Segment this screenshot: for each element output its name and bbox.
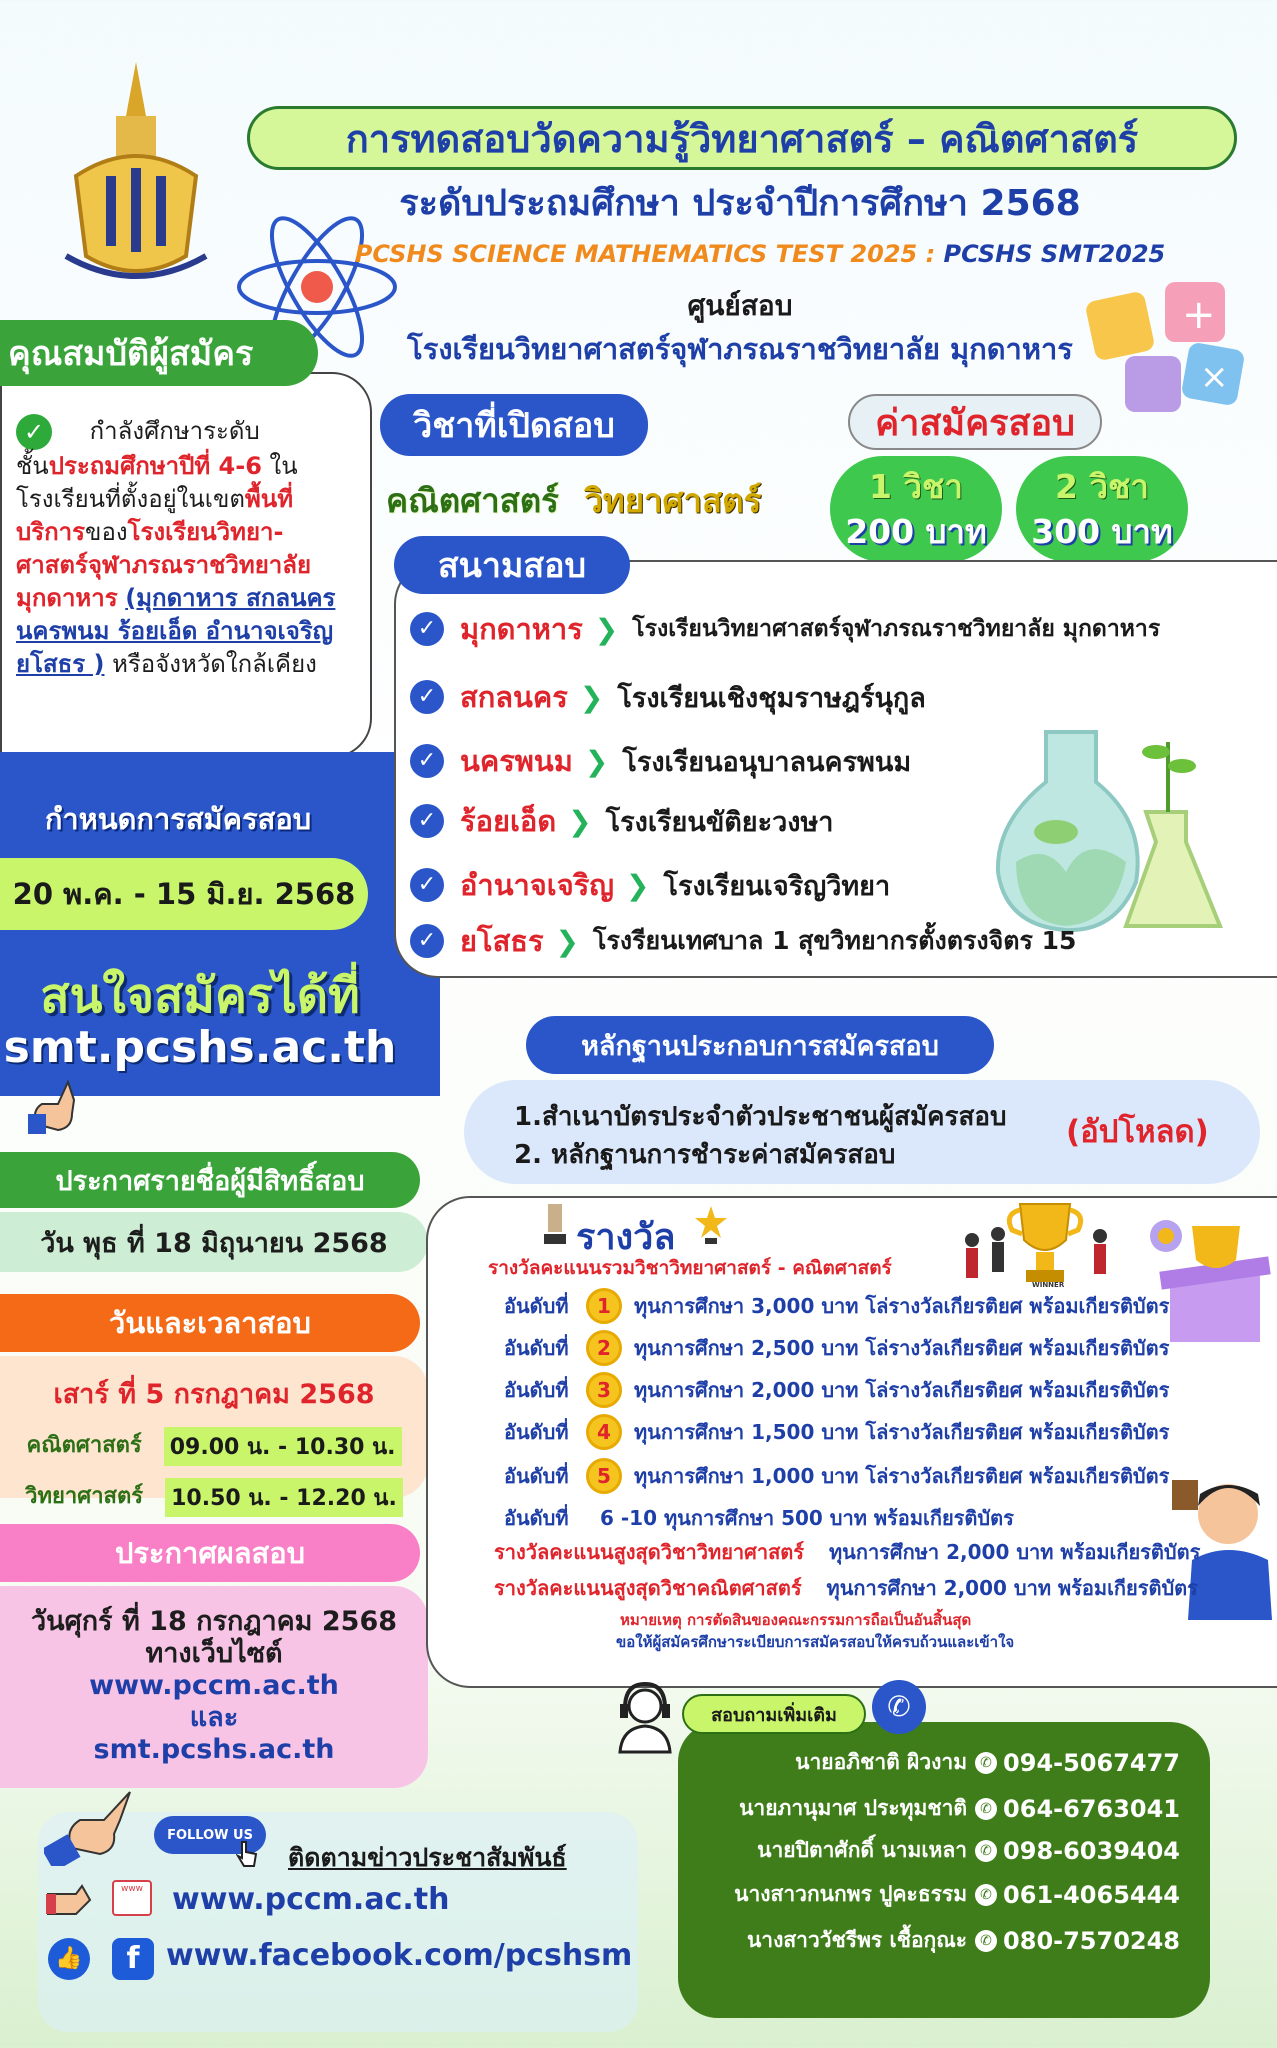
exam-heading: วันและเวลาสอบ (0, 1294, 420, 1352)
title-banner (247, 106, 1237, 170)
rank-prize: ทุนการศึกษา 2,500 บาท โล่รางวัลเกียรติยศ พร้อมเกียรติบัตร (634, 1336, 1170, 1360)
qualification-text: ชั้น (16, 452, 49, 480)
rank-row (504, 1372, 1169, 1408)
result-date: วันศุกร์ ที่ 18 กรกฎาคม 2568 (30, 1606, 398, 1637)
medal-icon: 3 (586, 1372, 622, 1408)
venue-row (410, 674, 926, 720)
fee-badge (1016, 456, 1188, 562)
special-award-label: รางวัลคะแนนสูงสุดวิชาคณิตศาสตร์ (494, 1576, 802, 1600)
contact-phone[interactable]: 061-4065444 (1003, 1880, 1180, 1909)
pointing-hand-icon (44, 1790, 134, 1866)
winner-tag: WINNER (1032, 1281, 1065, 1289)
arrow-icon: ❯ (555, 924, 580, 958)
document-item: 1.สำเนาบัตรประจำตัวประชาชนผู้สมัครสอบ (514, 1102, 1007, 1132)
rank-label: อันดับที่ (504, 1506, 569, 1530)
special-award-row (494, 1536, 1200, 1568)
check-icon: ✓ (410, 612, 444, 646)
check-icon: ✓ (410, 868, 444, 902)
qualification-provinces: (มุกดาหาร สกลนคร (125, 584, 336, 612)
arrow-icon: ❯ (568, 804, 592, 838)
venue-school: โรงเรียนเจริญวิทยา (663, 870, 891, 902)
venue-province: มุกดาหาร (460, 612, 583, 646)
phone-icon: ✆ (975, 1752, 997, 1774)
result-heading: ประกาศผลสอบ (0, 1524, 420, 1582)
subject-science: วิทยาศาสตร์ (584, 481, 762, 520)
rank-prize: ทุนการศึกษา 1,000 บาท โล่รางวัลเกียรติยศ พร้อมเกียรติบัตร (634, 1464, 1170, 1488)
announce-heading: ประกาศรายชื่อผู้มีสิทธิ์สอบ (0, 1152, 420, 1208)
arrow-icon: ❯ (594, 612, 619, 646)
rank-row (504, 1414, 1169, 1450)
website-link[interactable]: www.pccm.ac.th (172, 1882, 450, 1917)
arrow-icon: ❯ (584, 744, 609, 778)
qualification-highlight: พื้นที่ (244, 485, 294, 513)
medal-icon: 4 (586, 1414, 622, 1450)
rank-row (504, 1502, 1014, 1534)
contact-name: นายภานุมาศ ประทุมชาติ (739, 1796, 968, 1820)
fee-price: 300 บาท (1031, 512, 1173, 551)
qualification-text: ของ (85, 518, 128, 546)
rank-label: อันดับที่ (504, 1378, 569, 1402)
venue-row (410, 738, 911, 784)
cursor-icon (236, 1840, 258, 1868)
qualification-heading: คุณสมบัติผู้สมัคร (0, 320, 318, 386)
subject-math: คณิตศาสตร์ (386, 481, 559, 520)
subjects-heading: วิชาที่เปิดสอบ (380, 394, 648, 456)
venue-row (410, 862, 890, 908)
announce-date: วัน พุธ ที่ 18 มิถุนายน 2568 (0, 1212, 428, 1272)
phone-icon: ✆ (975, 1884, 997, 1906)
venue-school: โรงเรียนเชิงชุมราษฎร์นุกูล (617, 682, 926, 714)
special-award-prize: ทุนการศึกษา 2,000 บาท พร้อมเกียรติบัตร (828, 1540, 1201, 1564)
exam-center-label: ศูนย์สอบ (687, 289, 793, 322)
awards-note: ขอให้ผู้สมัครศึกษาระเบียบการสมัครสอบให้ครบถ้วนและเข้าใจ (616, 1633, 1015, 1651)
venue-province: ร้อยเอ็ด (460, 804, 557, 838)
qualification-text: หรือจังหวัดใกล้เคียง (104, 650, 317, 678)
exam-box (0, 1356, 428, 1511)
fee-heading: ค่าสมัครสอบ (848, 394, 1102, 450)
documents-heading: หลักฐานประกอบการสมัครสอบ (526, 1016, 994, 1074)
result-and: และ (189, 1702, 239, 1733)
awards-note: หมายเหตุ การตัดสินของคณะกรรมการถือเป็นอันสิ้นสุด (620, 1611, 972, 1629)
trophy-icon (540, 1204, 570, 1246)
rank-label: อันดับที่ (504, 1464, 569, 1488)
qualification-highlight: ประถมศึกษาปีที่ 4-6 (48, 452, 262, 480)
qualification-highlight: โรงเรียนวิทยา- (127, 518, 284, 546)
venue-province: นครพนม (460, 744, 573, 778)
rank-label: อันดับที่ (504, 1294, 569, 1318)
rank-row (504, 1288, 1169, 1324)
contact-row (700, 1878, 1180, 1911)
follow-us-button[interactable]: FOLLOW US (154, 1816, 266, 1854)
medal-icon: 1 (586, 1288, 622, 1324)
result-via: ทางเว็บไซต์ (145, 1638, 283, 1669)
special-award-prize: ทุนการศึกษา 2,000 บาท พร้อมเกียรติบัตร (826, 1576, 1198, 1600)
venue-province: สกลนคร (460, 680, 568, 714)
exam-subject: คณิตศาสตร์ (26, 1433, 142, 1458)
medal-icon: 2 (586, 1330, 622, 1366)
contact-phone[interactable]: 080-7570248 (1003, 1926, 1180, 1955)
pointing-hand-icon (28, 1080, 84, 1134)
arrow-icon: ❯ (626, 868, 650, 902)
registration-date: 20 พ.ค. - 15 มิ.ย. 2568 (0, 858, 368, 930)
contact-row (700, 1792, 1180, 1825)
venue-province: อำนาจเจริญ (460, 868, 614, 902)
rank-prize: ทุนการศึกษา 3,000 บาท โล่รางวัลเกียรติยศ พร้อมเกียรติบัตร (634, 1294, 1170, 1318)
result-url-2[interactable]: smt.pcshs.ac.th (93, 1734, 335, 1765)
special-award-row (494, 1572, 1198, 1604)
medal-icon: 5 (586, 1458, 622, 1494)
venue-row (410, 918, 1076, 964)
rank-prize: ทุนการศึกษา 2,000 บาท โล่รางวัลเกียรติยศ พร้อมเกียรติบัตร (634, 1378, 1170, 1402)
registration-heading: กำหนดการสมัครสอบ (44, 802, 312, 836)
contact-row (700, 1746, 1180, 1779)
flask-illustration (986, 712, 1226, 936)
qualification-provinces: ยโสธร ) (16, 650, 105, 678)
web-icon-label: www (120, 1884, 144, 1894)
qualification-text: กำลังศึกษาระดับ (89, 417, 260, 445)
exam-row (0, 1478, 428, 1517)
venue-row (410, 606, 1160, 652)
contact-heading: สอบถามเพิ่มเติม (682, 1694, 866, 1734)
venue-row (410, 798, 833, 844)
fee-badge (830, 456, 1002, 562)
check-icon: ✓ (410, 744, 444, 778)
arrow-icon: ❯ (579, 680, 604, 714)
result-url-1[interactable]: www.pccm.ac.th (89, 1670, 339, 1701)
exam-time: 09.00 น. - 10.30 น. (164, 1427, 402, 1466)
exam-center-name: โรงเรียนวิทยาศาสตร์จุฬาภรณราชวิทยาลัย มุกดาหาร (407, 332, 1073, 366)
school-logo (46, 56, 226, 292)
subjects-list (386, 474, 761, 527)
phone-icon[interactable]: ✆ (872, 1680, 926, 1734)
qualification-highlight: มุกดาหาร (16, 584, 118, 612)
contact-name: นางสาววัชรีพร เชื้อกุณะ (746, 1928, 968, 1952)
document-item: 2. หลักฐานการชำระค่าสมัครสอบ (514, 1140, 896, 1170)
fee-label: 1 วิชา (869, 467, 963, 506)
apply-url[interactable]: smt.pcshs.ac.th (3, 1022, 397, 1073)
star-icon (694, 1204, 728, 1244)
exam-time: 10.50 น. - 12.20 น. (165, 1478, 403, 1517)
check-icon: ✓ (410, 924, 444, 958)
venue-province: ยโสธร (460, 924, 544, 958)
headset-icon (614, 1680, 676, 1754)
english-title-part-2: PCSHS SMT2025 (943, 240, 1166, 268)
upload-note: (อัปโหลด) (1066, 1114, 1209, 1150)
svg-text:×: × (1200, 357, 1229, 397)
click-hand-icon (46, 1880, 106, 1920)
contact-phone[interactable]: 098-6039404 (1003, 1836, 1180, 1865)
contact-name: นางสาวกนกพร ปูคะธรรม (734, 1882, 968, 1906)
rank-prize: 6 -10 ทุนการศึกษา 500 บาท พร้อมเกียรติบัตร (600, 1506, 1014, 1530)
rank-label: อันดับที่ (504, 1420, 569, 1444)
gift-trophy-illustration (1140, 1206, 1274, 1346)
svg-text:+: + (1182, 292, 1216, 338)
special-award-label: รางวัลคะแนนสูงสุดวิชาวิทยาศาสตร์ (494, 1540, 805, 1564)
venue-school: โรงเรียนวิทยาศาสตร์จุฬาภรณราชวิทยาลัย มุกดาหาร (632, 616, 1161, 642)
contact-name: นายปิตาศักดิ์ นามเหลา (757, 1838, 968, 1862)
venues-heading: สนามสอบ (394, 536, 630, 594)
fee-label: 2 วิชา (1055, 467, 1149, 506)
main-title: การทดสอบวัดความรู้วิทยาศาสตร์ – คณิตศาสตร์ (345, 116, 1139, 161)
awards-subtitle: รางวัลคะแนนรวมวิชาวิทยาศาสตร์ - คณิตศาสตร์ (488, 1257, 892, 1279)
subtitle: ระดับประถมศึกษา ประจำปีการศึกษา 2568 (399, 183, 1081, 224)
contact-phone[interactable]: 094-5067477 (1003, 1748, 1180, 1777)
follow-text: ติดตามข่าวประชาสัมพันธ์ (288, 1843, 567, 1872)
result-box (0, 1586, 428, 1788)
apply-heading: สนใจสมัครได้ที่ (40, 968, 360, 1024)
awards-title: รางวัล (576, 1217, 676, 1258)
facebook-link[interactable]: www.facebook.com/pcshsm (166, 1938, 633, 1973)
qualification-highlight: บริการ (16, 518, 86, 546)
english-title (300, 240, 1220, 268)
contact-row (700, 1924, 1180, 1957)
qualification-provinces: นครพนม ร้อยเอ็ด อำนาจเจริญ (16, 617, 334, 645)
rank-label: อันดับที่ (504, 1336, 569, 1360)
english-title-part-1: PCSHS SCIENCE MATHEMATICS TEST 2025 : (354, 240, 936, 268)
facebook-icon[interactable]: f (112, 1938, 154, 1980)
qualification-text: โรงเรียนที่ตั้งอยู่ในเขต (16, 485, 245, 513)
web-icon (112, 1880, 152, 1916)
phone-icon: ✆ (975, 1798, 997, 1820)
rank-prize: ทุนการศึกษา 1,500 บาท โล่รางวัลเกียรติยศ พร้อมเกียรติบัตร (634, 1420, 1170, 1444)
contact-name: นายอภิชาติ ผิวงาม (795, 1750, 968, 1774)
fee-price: 200 บาท (845, 512, 987, 551)
contact-row (700, 1834, 1180, 1867)
qualification-box (0, 372, 372, 758)
exam-day: เสาร์ ที่ 5 กรกฎาคม 2568 (53, 1379, 375, 1410)
exam-subject: วิทยาศาสตร์ (25, 1484, 144, 1509)
exam-row (0, 1427, 428, 1466)
qualification-highlight: ศาสตร์จุฬาภรณราชวิทยาลัย (16, 551, 312, 579)
contact-phone[interactable]: 064-6763041 (1003, 1794, 1180, 1823)
check-icon: ✓ (410, 680, 444, 714)
qualification-text: ใน (261, 452, 298, 480)
venue-school: โรงรียนเทศบาล 1 สุขวิทยากรตั้งตรงจิตร 15 (593, 926, 1077, 955)
venue-school: โรงเรียนขัติยะวงษา (605, 806, 834, 838)
rank-row (504, 1458, 1169, 1494)
venue-school: โรงเรียนอนุบาลนครพนม (622, 746, 912, 778)
check-icon: ✓ (410, 804, 444, 838)
check-icon: ✓ (16, 414, 52, 450)
rank-row (504, 1330, 1169, 1366)
phone-icon: ✆ (975, 1930, 997, 1952)
phone-icon: ✆ (975, 1840, 997, 1862)
thumbs-up-icon: 👍 (48, 1938, 90, 1980)
